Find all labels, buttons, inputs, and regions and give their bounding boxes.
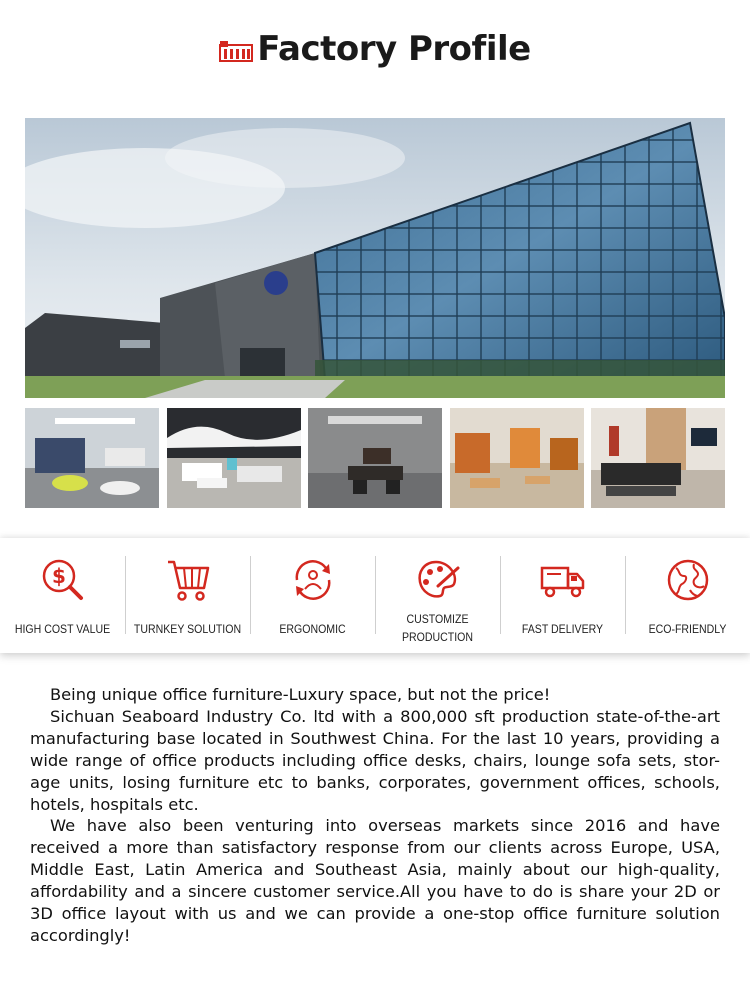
feature-eco-friendly	[625, 538, 750, 653]
company-paragraph: Sichuan Seaboard Industry Co. ltd with a 800,000 sft production state-of-the-art manufacturing base located in Southwest China. For the last 10 years, providing a wide range of office products including office desks, chairs, lounge sofa sets, stor-age units, losing furniture etc to banks, corporates, government offices, schools, hotels, hospitals etc.	[30, 706, 720, 814]
page-title: Factory Profile	[257, 29, 531, 69]
company-description	[30, 684, 720, 947]
feature-customize-production	[375, 538, 500, 653]
svg-text:$: $	[51, 564, 66, 588]
delivery-truck-icon	[539, 556, 587, 604]
feature-turnkey-solution	[125, 538, 250, 653]
dollar-search-icon	[39, 556, 87, 604]
feature-fast-delivery	[500, 538, 625, 653]
feature-label: HIGH COST VALUE	[14, 622, 111, 636]
meeting-room-photo	[591, 408, 725, 508]
open-office-photo	[167, 408, 301, 508]
feature-high-cost-value	[0, 538, 125, 653]
feature-strip	[0, 538, 750, 653]
feature-label: TURNKEY SOLUTION	[133, 622, 242, 636]
globe-icon	[664, 556, 712, 604]
feature-ergonomic	[250, 538, 375, 653]
executive-office-photo	[308, 408, 442, 508]
workstation-area-photo	[450, 408, 584, 508]
feature-label: ERGONOMIC	[279, 622, 346, 636]
interior-gallery	[25, 408, 725, 508]
intro-paragraph: Being unique office furniture-Luxury space, but not the price!	[50, 685, 551, 704]
factory-icon	[219, 40, 253, 62]
feature-label: CUSTOMIZE PRODUCTION	[401, 612, 473, 644]
page-header	[0, 26, 750, 72]
factory-building-photo	[25, 118, 725, 398]
ergonomic-person-icon	[289, 556, 337, 604]
shopping-cart-icon	[164, 556, 212, 604]
feature-label: ECO-FRIENDLY	[648, 622, 727, 636]
feature-label: FAST DELIVERY	[521, 622, 604, 636]
palette-brush-icon	[414, 556, 462, 604]
overseas-paragraph: We have also been venturing into overseas markets since 2016 and have received a more than satisfactory response from our clients across Europe, USA, Middle East, Latin America and Southeast Asia, mainly about our high-quality, affordability and a sincere customer service.All you have to do is share your 2D or 3D office layout with us and we can provide a one-stop office furniture solution accordingly!	[30, 816, 720, 945]
office-lobby-photo	[25, 408, 159, 508]
